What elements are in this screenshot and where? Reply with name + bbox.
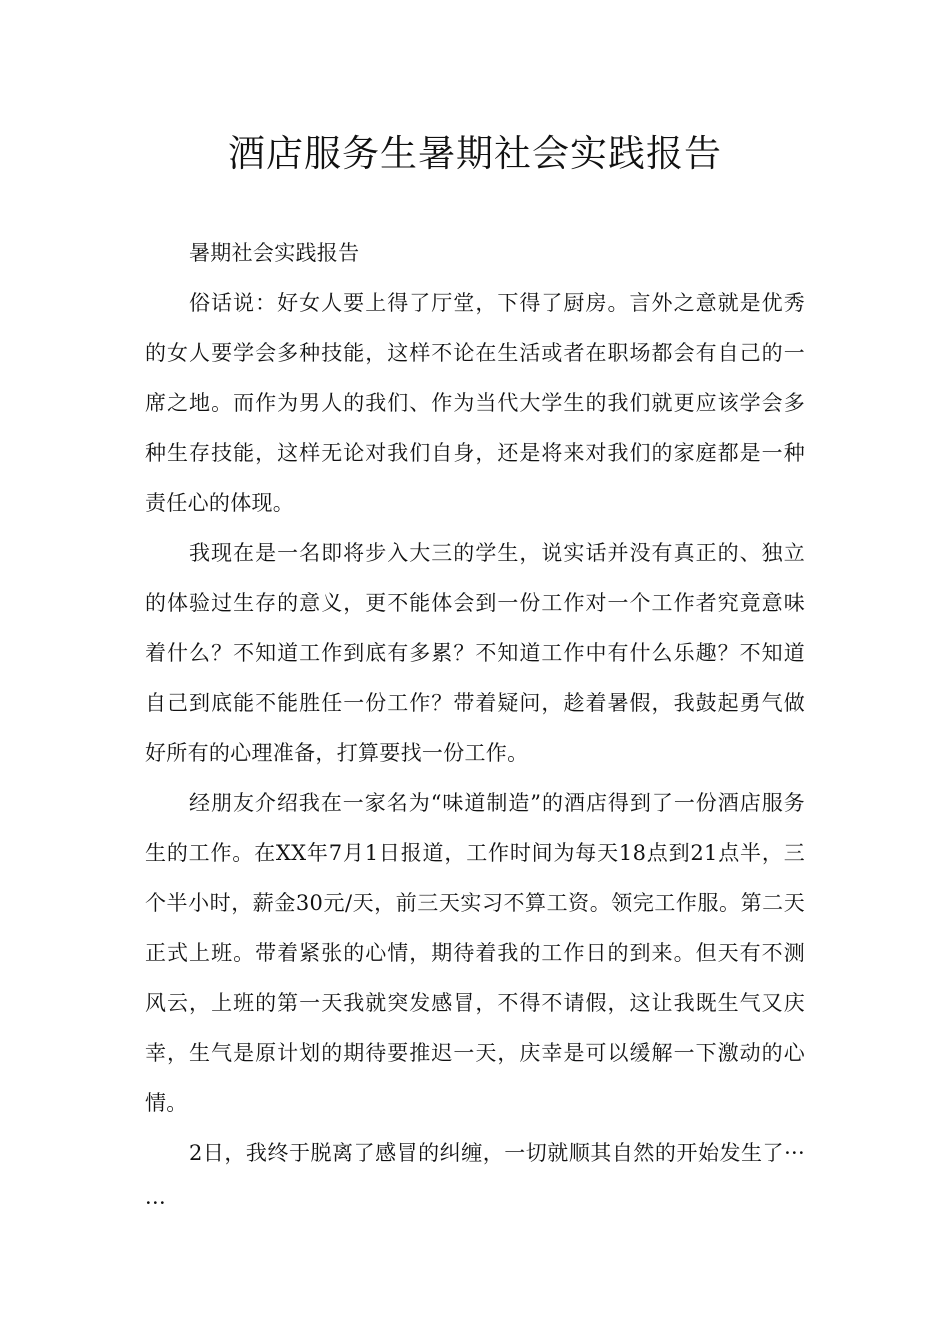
paragraph-1: 俗话说：好女人要上得了厅堂，下得了厨房。言外之意就是优秀的女人要学会多种技能，这样不论在生活或者在职场都会有自己的一席之地。而作为男人的我们、作为当代大学生的我们就更应该学会多种生存技能，这样无论对我们自身，还是将来对我们的家庭都是一种责任心的体现。 [145,291,805,515]
document-title: 酒店服务生暑期社会实践报告 [228,132,722,175]
document-body [145,228,805,1228]
paragraph-2: 我现在是一名即将步入大三的学生，说实话并没有真正的、独立的体验过生存的意义，更不能体会到一份工作对一个工作者究竟意味着什么？不知道工作到底有多累？不知道工作中有什么乐趣？不知道自己到底能不能胜任一份工作？带着疑问，趁着暑假，我鼓起勇气做好所有的心理准备，打算要找一份工作。 [145,541,805,765]
paragraph-3: 经朋友介绍我在一家名为“味道制造”的酒店得到了一份酒店服务生的工作。在XX年7月1日报道，工作时间为每天18点到21点半，三个半小时，薪金30元/天，前三天实习不算工资。领完工作服。第二天正式上班。带着紧张的心情，期待着我的工作日的到来。但天有不测风云，上班的第一天我就突发感冒，不得不请假，这让我既生气又庆幸，生气是原计划的期待要推迟一天，庆幸是可以缓解一下激动的心情。 [145,791,805,1115]
paragraph-4: 2日，我终于脱离了感冒的纠缠，一切就顺其自然的开始发生了······ [145,1141,805,1215]
paragraph-subtitle: 暑期社会实践报告 [189,241,360,265]
